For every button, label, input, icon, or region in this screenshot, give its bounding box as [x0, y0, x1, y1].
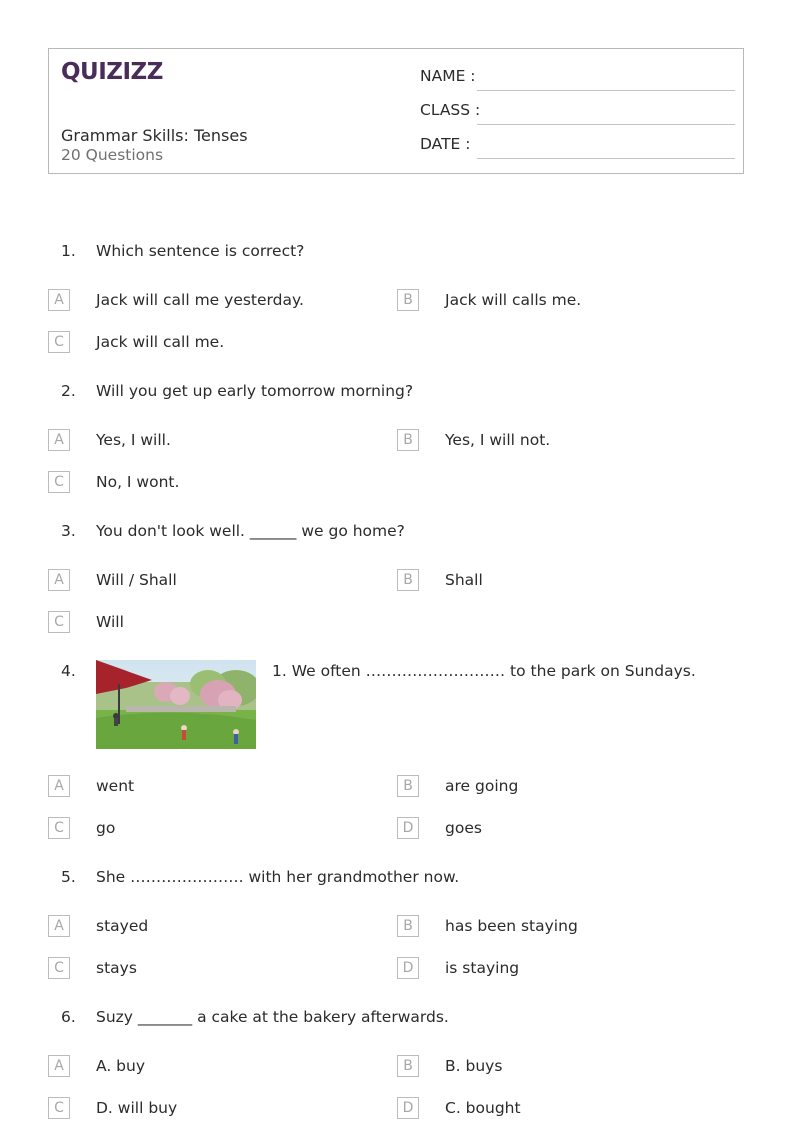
option-text: D. will buy: [96, 1099, 178, 1117]
option-box-b[interactable]: B: [397, 569, 419, 591]
option-box-b[interactable]: B: [397, 915, 419, 937]
option-box-a[interactable]: A: [48, 915, 70, 937]
option-box-b[interactable]: B: [397, 775, 419, 797]
option-box-a[interactable]: A: [48, 1055, 70, 1077]
question-text: 1. We often ……………………… to the park on Sundays.: [272, 662, 696, 680]
park-image: [96, 660, 256, 749]
option-text: has been staying: [445, 917, 578, 935]
option-box-c[interactable]: C: [48, 331, 70, 353]
date-line[interactable]: [477, 158, 735, 159]
option-text: A. buy: [96, 1057, 146, 1075]
option-box-b[interactable]: B: [397, 1055, 419, 1077]
option-box-c[interactable]: C: [48, 1097, 70, 1119]
option-box-c[interactable]: C: [48, 957, 70, 979]
question-text: She …………………. with her grandmother now.: [96, 868, 460, 886]
option-text: C. bought: [445, 1099, 521, 1117]
option-text: Will: [96, 613, 124, 631]
question-number: 1.: [61, 242, 76, 260]
option-text: Will / Shall: [96, 571, 177, 589]
question-number: 6.: [61, 1008, 76, 1026]
option-box-d[interactable]: D: [397, 817, 419, 839]
option-text: Jack will call me.: [96, 333, 225, 351]
name-line[interactable]: [477, 90, 735, 91]
option-box-c[interactable]: C: [48, 611, 70, 633]
name-label: NAME :: [420, 67, 476, 85]
option-box-c[interactable]: C: [48, 471, 70, 493]
option-box-a[interactable]: A: [48, 569, 70, 591]
worksheet-header: [48, 48, 744, 174]
option-text: Jack will calls me.: [445, 291, 582, 309]
option-text: is staying: [445, 959, 520, 977]
date-field: [420, 135, 735, 159]
option-text: stays: [96, 959, 137, 977]
date-label: DATE :: [420, 135, 471, 153]
option-text: go: [96, 819, 116, 837]
option-box-a[interactable]: A: [48, 429, 70, 451]
question-text: Will you get up early tomorrow morning?: [96, 382, 414, 400]
option-box-c[interactable]: C: [48, 817, 70, 839]
option-text: No, I wont.: [96, 473, 180, 491]
option-box-b[interactable]: B: [397, 289, 419, 311]
option-box-d[interactable]: D: [397, 957, 419, 979]
option-text: Jack will call me yesterday.: [96, 291, 304, 309]
option-text: Shall: [445, 571, 483, 589]
question-number: 3.: [61, 522, 76, 540]
option-text: B. buys: [445, 1057, 503, 1075]
option-text: stayed: [96, 917, 149, 935]
name-field: [420, 67, 735, 91]
option-text: goes: [445, 819, 482, 837]
question-number: 2.: [61, 382, 76, 400]
question-text: You don't look well. ______ we go home?: [96, 522, 405, 540]
class-field: [420, 101, 735, 125]
option-box-a[interactable]: A: [48, 775, 70, 797]
question-text: Suzy _______ a cake at the bakery afterwards.: [96, 1008, 449, 1026]
question-text: Which sentence is correct?: [96, 242, 305, 260]
option-box-a[interactable]: A: [48, 289, 70, 311]
question-count: 20 Questions: [61, 146, 164, 164]
option-text: Yes, I will.: [96, 431, 171, 449]
quizizz-logo: QUIZIZZ: [61, 59, 163, 85]
question-number: 4.: [61, 662, 76, 680]
option-text: went: [96, 777, 135, 795]
option-text: are going: [445, 777, 519, 795]
class-label: CLASS :: [420, 101, 481, 119]
option-text: Yes, I will not.: [445, 431, 551, 449]
class-line[interactable]: [477, 124, 735, 125]
question-number: 5.: [61, 868, 76, 886]
option-box-d[interactable]: D: [397, 1097, 419, 1119]
option-box-b[interactable]: B: [397, 429, 419, 451]
worksheet-title: Grammar Skills: Tenses: [61, 126, 248, 145]
